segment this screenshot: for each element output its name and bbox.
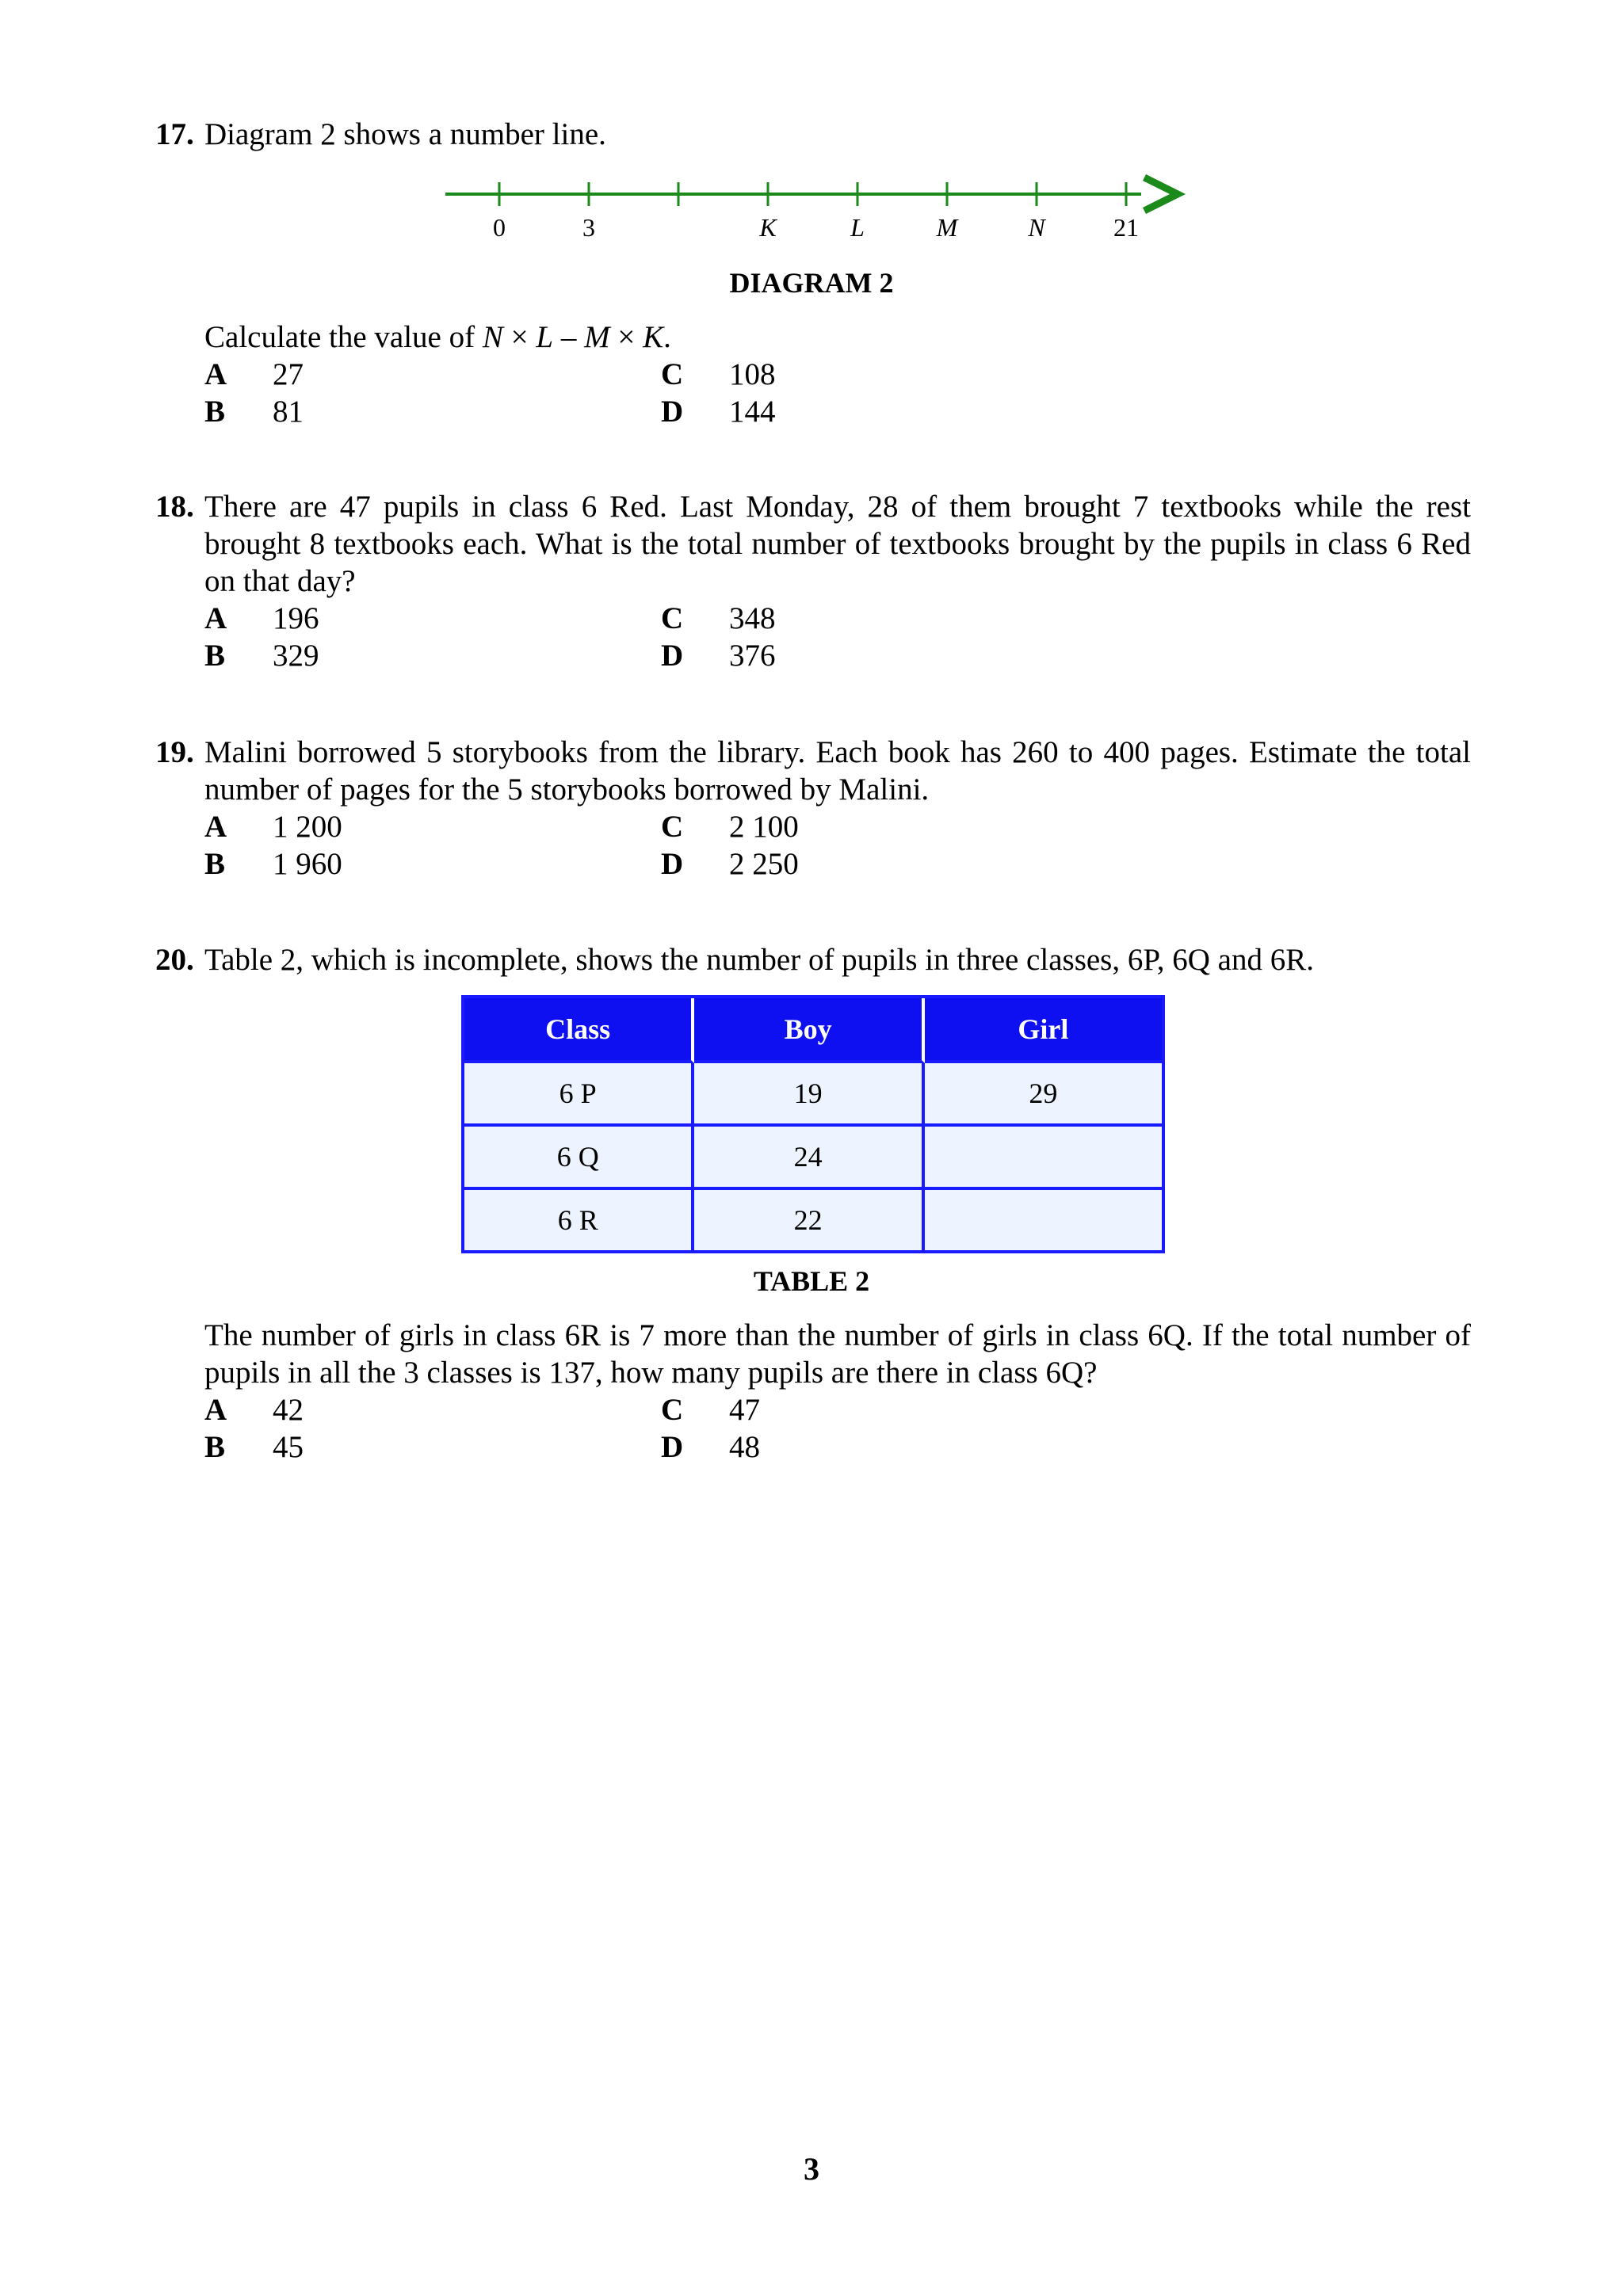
option-letter: B [204,847,226,881]
option-letter: C [661,357,684,391]
table-row [464,1063,1162,1127]
option-value: 196 [273,601,319,635]
pupils-table [461,995,1165,1253]
options [204,600,1471,674]
page-number: 3 [804,2151,819,2187]
tick-label: M [936,213,958,242]
table-cell: 22 [694,1190,924,1250]
arrow-head-icon [1144,177,1178,211]
table-caption: TABLE 2 [753,1265,870,1297]
question-20 [155,941,1471,978]
question-prompt: The number of girls in class 6R is 7 more than the number of girls in class 6Q. If the total number of pupils in all the 3 classes is 137, how many pupils are there in class 6Q? [204,1318,1471,1390]
table-cell [925,1127,1162,1190]
table-cell: 6 R [464,1190,694,1250]
tick-label: 0 [493,213,506,242]
question-text: Malini borrowed 5 storybooks from the library. Each book has 260 to 400 pages. Estimate the total number of pages for the 5 storybooks borrowed by Malini. [204,735,1471,807]
option-letter: D [661,847,684,881]
number-line [445,177,1178,242]
tick-label: 3 [582,213,595,242]
question-text: Table 2, which is incomplete, shows the number of pupils in three classes, 6P, 6Q and 6R. [204,943,1314,977]
option-value: 329 [273,639,319,673]
options [204,356,1471,430]
question-number: 19. [155,735,194,769]
table-header-girl: Girl [925,998,1162,1063]
tick-label: 21 [1113,213,1139,242]
table-cell: 19 [694,1063,924,1127]
option-letter: C [661,810,684,844]
option-value: 1 960 [273,847,342,881]
table-header-row [464,998,1162,1063]
option-value: 376 [729,639,776,673]
option-letter: C [661,1393,684,1427]
tick-label: K [759,213,777,242]
options [204,1391,1471,1466]
table-cell: 6 Q [464,1127,694,1190]
question-17 [155,116,1471,153]
option-value: 45 [273,1430,304,1464]
option-value: 348 [729,601,776,635]
table-row [464,1190,1162,1250]
option-value: 42 [273,1393,304,1427]
question-number: 18. [155,490,194,524]
option-letter: D [661,639,684,673]
tick-label: N [1028,213,1045,242]
option-value: 27 [273,357,304,391]
option-letter: A [204,810,227,844]
question-number: 20. [155,943,194,977]
table-header-boy: Boy [694,998,924,1063]
question-number: 17. [155,117,194,151]
option-letter: B [204,395,226,429]
option-letter: A [204,601,227,635]
option-letter: D [661,1430,684,1464]
question-text: There are 47 pupils in class 6 Red. Last Monday, 28 of them brought 7 textbooks while the rest brought 8 textbooks each. What is the total number of textbooks brought by the pupils in class 6 Red on that day? [204,490,1471,598]
option-letter: A [204,357,227,391]
table-cell: 24 [694,1127,924,1190]
question-18 [155,488,1471,674]
option-letter: B [204,639,226,673]
option-letter: A [204,1393,227,1427]
option-value: 144 [729,395,776,429]
question-20-prompt [155,1317,1471,1466]
option-letter: B [204,1430,226,1464]
table-header-class: Class [464,998,694,1063]
option-letter: C [661,601,684,635]
diagram-caption: DIAGRAM 2 [729,267,894,299]
option-value: 48 [729,1430,760,1464]
options [204,808,1471,883]
question-text: Diagram 2 shows a number line. [204,117,606,151]
option-value: 108 [729,357,776,391]
question-prompt: Calculate the value of N × L – M × K. [204,320,671,354]
option-value: 1 200 [273,810,342,844]
table-cell: 29 [925,1063,1162,1127]
option-letter: D [661,395,684,429]
tick-label: L [850,213,865,242]
table-row [464,1127,1162,1190]
table-cell: 6 P [464,1063,694,1127]
table-cell [925,1190,1162,1250]
option-value: 47 [729,1393,760,1427]
option-value: 2 250 [729,847,799,881]
option-value: 81 [273,395,304,429]
question-17-prompt [155,318,1471,430]
question-19 [155,734,1471,883]
option-value: 2 100 [729,810,799,844]
